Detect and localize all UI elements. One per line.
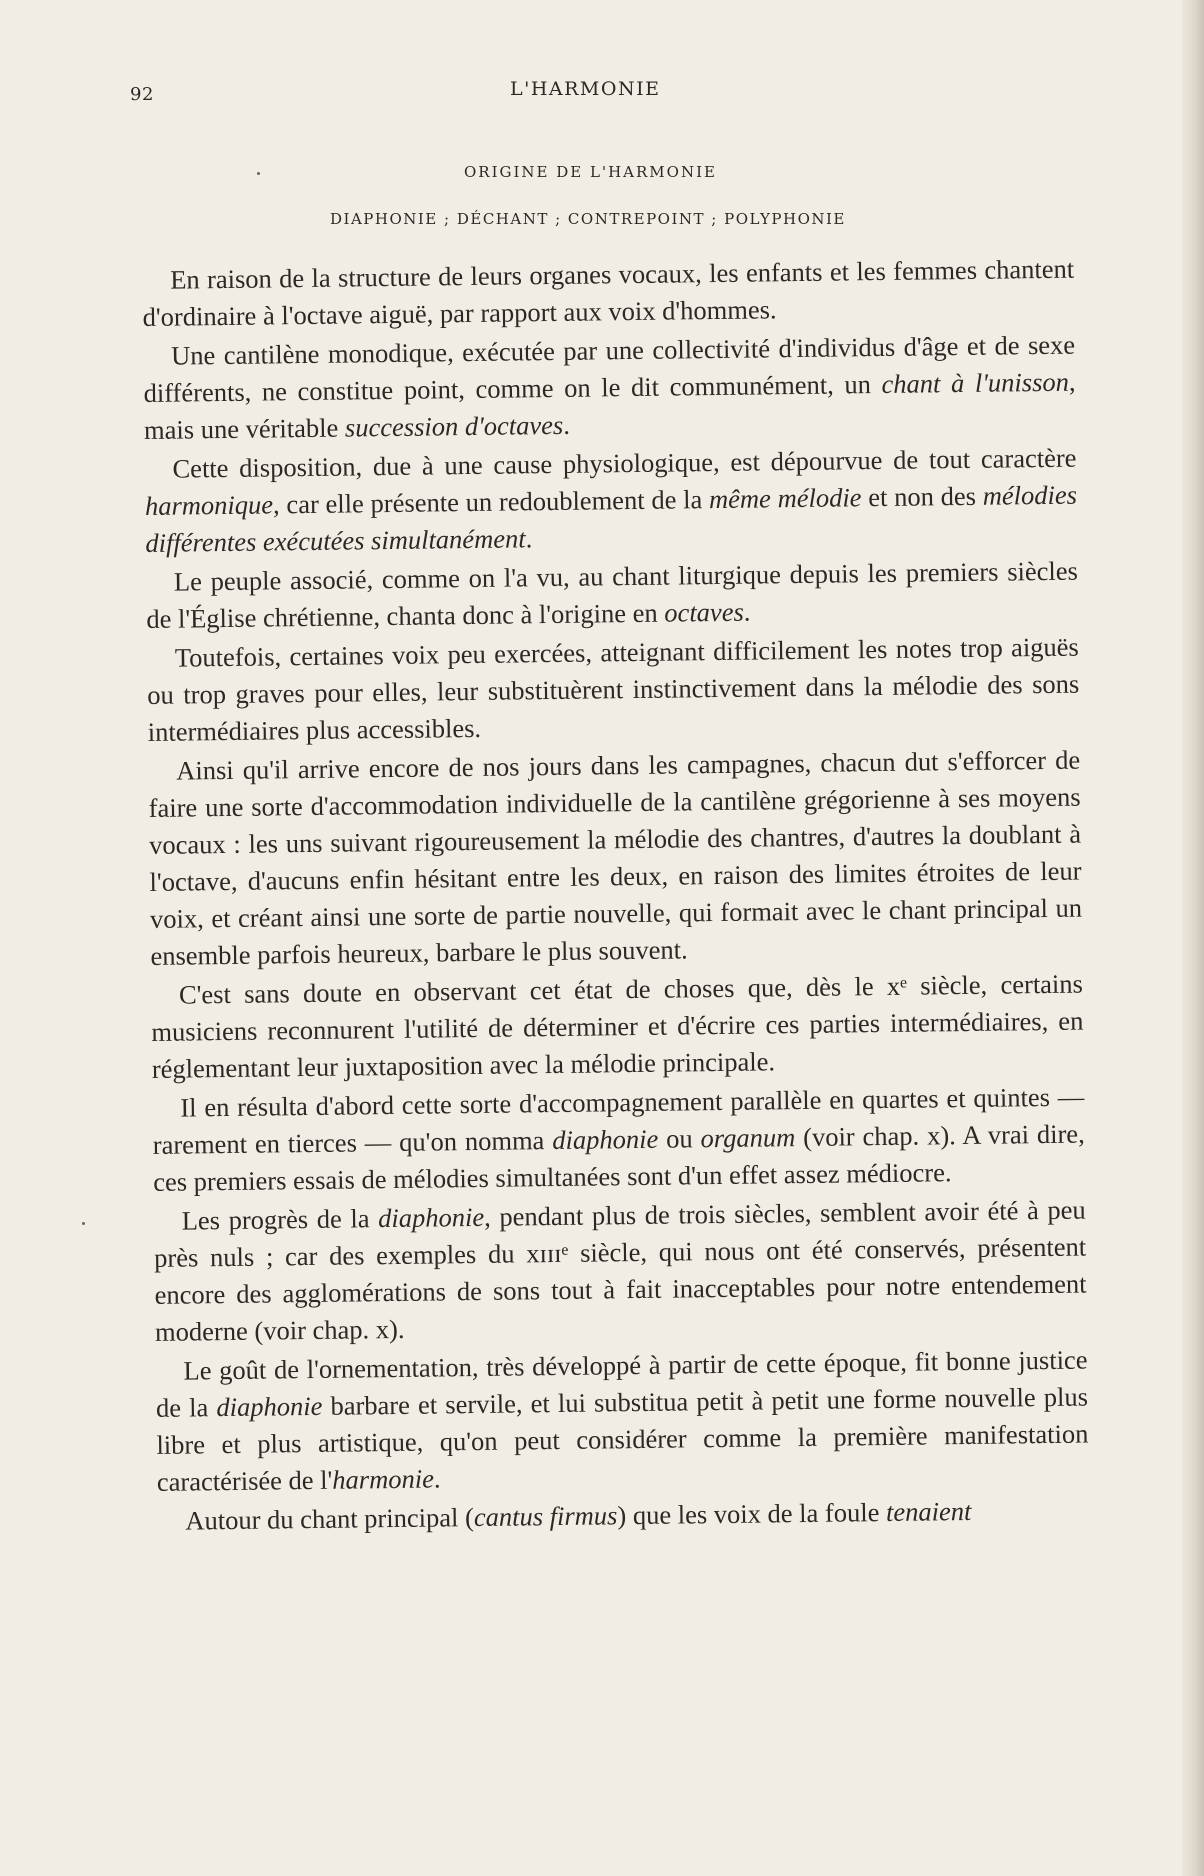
italic-run: octaves xyxy=(664,596,744,628)
body-text xyxy=(142,251,1090,1542)
running-head: L'HARMONIE xyxy=(510,78,661,100)
text-run: et non des xyxy=(861,480,983,513)
text-run: Cette disposition, due à une cause physiologique, est dépourvue de tout caractère xyxy=(172,442,1077,484)
text-run: (voir chap. x). A vrai dire, ces premiers essais de mélodies simultanées sont d'un effet assez médiocre. xyxy=(153,1118,1085,1197)
ink-speck xyxy=(82,1222,85,1225)
paragraph xyxy=(143,327,1076,449)
paragraph xyxy=(151,966,1084,1088)
text-run: C'est sans doute en observant cet état de choses que, dès le xᵉ siècle, certains musiciens reconnurent l'utilité de déterminer et d'écrire ces parties intermédiaires, en réglementant leur juxtaposition avec la mélodie principale. xyxy=(151,968,1084,1084)
text-run: . xyxy=(525,523,533,554)
italic-run: mélodies différentes exécutées simultanément xyxy=(145,479,1078,558)
paragraph xyxy=(152,1079,1085,1201)
paragraph xyxy=(147,629,1080,751)
italic-run: diaphonie xyxy=(377,1201,485,1234)
paragraph xyxy=(153,1192,1087,1351)
italic-run: cantus firmus xyxy=(473,1500,618,1533)
page-edge xyxy=(1182,0,1204,1876)
text-run: , mais une véritable xyxy=(143,366,1076,445)
text-run: Le goût de l'ornementation, très développé à partir de cette époque, fit bonne justice de la xyxy=(155,1344,1088,1423)
page-number: 92 xyxy=(130,84,154,105)
text-run: . xyxy=(743,596,751,627)
italic-run: succession d'octaves xyxy=(344,409,564,443)
text-run: Le peuple associé, comme on l'a vu, au chant liturgique depuis les premiers siècles de l'Église chrétienne, chanta donc à l'origine en xyxy=(146,555,1079,634)
italic-run: organum xyxy=(700,1122,796,1154)
section-subtitle: DIAPHONIE ; DÉCHANT ; CONTREPOINT ; POLYPHONIE xyxy=(330,210,846,228)
paragraph xyxy=(144,440,1077,562)
text-run: ou xyxy=(658,1123,701,1154)
italic-run: harmonique xyxy=(144,489,274,521)
text-run: Une cantilène monodique, exécutée par une collectivité d'individus d'âge et de sexe différents, ne constitue point, comme on le dit communément, un xyxy=(143,329,1076,408)
italic-run: harmonie xyxy=(332,1463,435,1495)
text-run: ) que les voix de la foule xyxy=(617,1497,887,1531)
paragraph xyxy=(142,251,1075,336)
text-run: Les progrès de la xyxy=(181,1203,379,1236)
text-run: En raison de la structure de leurs organes vocaux, les enfants et les femmes chantent d'ordinaire à l'octave aiguë, par rapport aux voix d'hommes. xyxy=(142,253,1075,332)
page-header xyxy=(130,78,1080,108)
text-run: Ainsi qu'il arrive encore de nos jours dans les campagnes, chacun dut s'efforcer de faire une sorte d'accommodation individuelle de la cantilène grégorienne à ses moyens vocaux : les uns suivant rigoureusement la mélodie des chantres, d'autres la doublant à l'octave, d'aucuns enfin hésitant entre les deux, en raison des limites étroites de leur voix, et créant ainsi une sorte de partie nouvelle, qui formait avec le chant principal un ensemble parfois heureux, barbare le plus souvent. xyxy=(148,744,1083,971)
italic-run: même mélodie xyxy=(708,482,862,515)
text-run: . xyxy=(433,1463,441,1494)
section-title: ORIGINE DE L'HARMONIE xyxy=(464,163,717,181)
text-run: barbare et servile, et lui substitua petit à petit une forme nouvelle plus libre et plus artistique, qu'on peut considérer comme la première manifestation caractérisée de l' xyxy=(156,1381,1089,1497)
paragraph xyxy=(146,553,1079,638)
text-run: , car elle présente un redoublement de la xyxy=(272,484,710,520)
paragraph xyxy=(148,742,1083,975)
text-run: Toutefois, certaines voix peu exercées, atteignant difficilement les notes trop aiguës ou trop graves pour elles, leur substituèrent instinctivement dans la mélodie des sons intermédiaires plus accessibles. xyxy=(147,631,1080,747)
paragraph xyxy=(155,1342,1089,1501)
italic-run: chant à l'unisson xyxy=(881,366,1070,399)
text-run: Il en résulta d'abord cette sorte d'accompagnement parallèle en quartes et quintes — rarement en tierces — qu'on nomma xyxy=(152,1081,1085,1160)
italic-run: tenaient xyxy=(885,1495,972,1528)
text-run: , pendant plus de trois siècles, semblent avoir été à peu près nuls ; car des exemples du xɪɪɪᵉ siècle, qui nous ont été conservés, présentent encore des agglomérations de sons tout à fait inacceptables pour notre entendement moderne (voir chap. x). xyxy=(153,1194,1087,1347)
ink-speck xyxy=(257,172,260,175)
italic-run: diaphonie xyxy=(216,1390,323,1423)
text-run: . xyxy=(563,409,571,440)
text-run: Autour du chant principal ( xyxy=(185,1502,475,1536)
italic-run: diaphonie xyxy=(552,1123,659,1156)
